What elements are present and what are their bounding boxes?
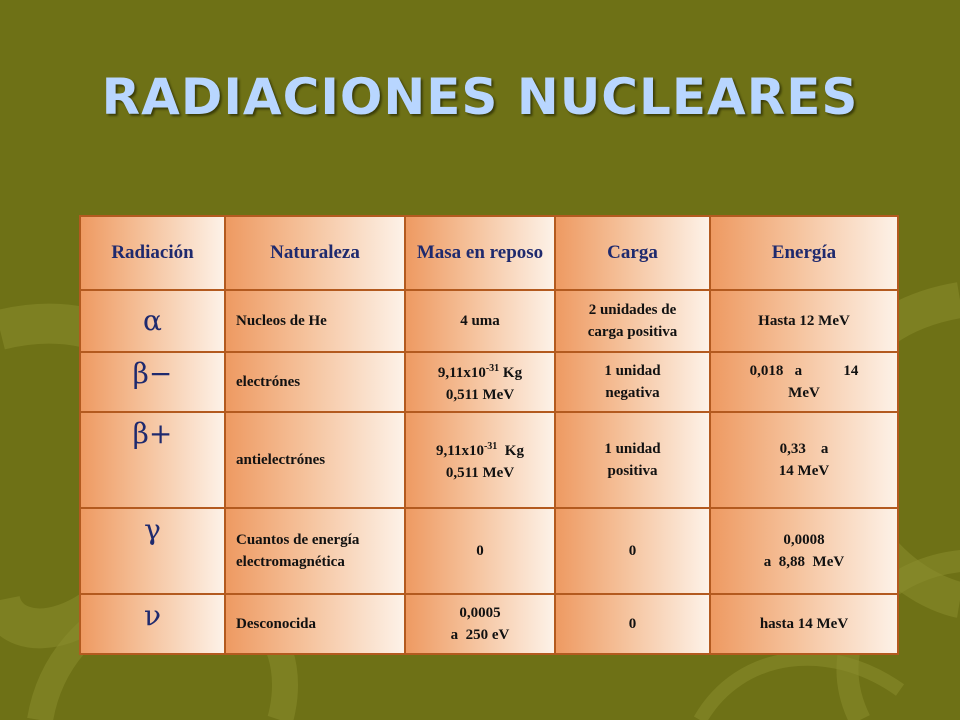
carga-cell: 1 unidad negativa <box>555 352 710 412</box>
slide-title: RADIACIONES NUCLEARES <box>101 68 859 126</box>
carga-cell: 2 unidades de carga positiva <box>555 290 710 352</box>
naturaleza-cell: Nucleos de He <box>225 290 405 352</box>
energia-cell: 0,33 a 14 MeV <box>710 412 898 508</box>
radiation-symbol: γ <box>80 508 225 594</box>
radiation-symbol: β+ <box>80 412 225 508</box>
table-row <box>80 508 898 594</box>
carga-cell: 1 unidad positiva <box>555 412 710 508</box>
table-row <box>80 352 898 412</box>
energia-cell: 0,0008 a 8,88 MeV <box>710 508 898 594</box>
naturaleza-cell: antielectrónes <box>225 412 405 508</box>
radiation-table <box>79 215 899 655</box>
energia-cell: Hasta 12 MeV <box>710 290 898 352</box>
carga-cell: 0 <box>555 508 710 594</box>
header-energia: Energía <box>710 216 898 290</box>
header-radiacion: Radiación <box>80 216 225 290</box>
radiation-symbol: β− <box>80 352 225 412</box>
masa-cell: 0 <box>405 508 555 594</box>
masa-cell: 0,0005 a 250 eV <box>405 594 555 654</box>
table-header-row <box>80 216 898 290</box>
table-row <box>80 290 898 352</box>
masa-cell: $9,11x10^{-31}$ Kg 0,511 MeV <box>405 352 555 412</box>
header-naturaleza: Naturaleza <box>225 216 405 290</box>
energia-cell: 0,018 a 14 MeV <box>710 352 898 412</box>
carga-cell: 0 <box>555 594 710 654</box>
radiation-symbol: α <box>80 290 225 352</box>
naturaleza-cell: Cuantos de energía electromagnética <box>225 508 405 594</box>
masa-cell: $9,11x10^{-31}$ Kg 0,511 MeV <box>405 412 555 508</box>
energia-cell: hasta 14 MeV <box>710 594 898 654</box>
table-row <box>80 594 898 654</box>
header-masa: Masa en reposo <box>405 216 555 290</box>
naturaleza-cell: Desconocida <box>225 594 405 654</box>
header-carga: Carga <box>555 216 710 290</box>
masa-cell: 4 uma <box>405 290 555 352</box>
radiation-symbol: ν <box>80 594 225 654</box>
table-row <box>80 412 898 508</box>
naturaleza-cell: electrónes <box>225 352 405 412</box>
